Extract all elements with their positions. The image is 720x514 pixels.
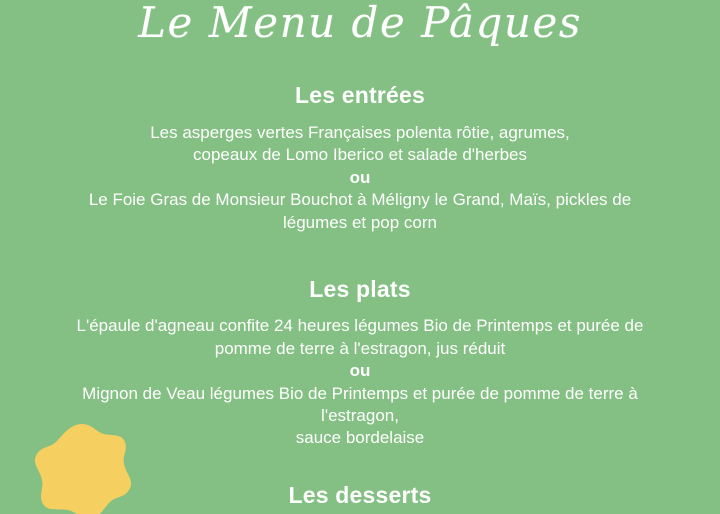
plats-option-one-line-2: pomme de terre à l'estragon, jus réduit xyxy=(214,338,506,358)
section-heading-entrees: Les entrées xyxy=(294,82,426,108)
plats-option-two-line-2: l'estragon, xyxy=(321,405,399,425)
entrees-option-two-line-2: légumes et pop corn xyxy=(282,212,438,232)
plats-option-two-line-1: Mignon de Veau légumes Bio de Printemps et purée de pomme de terre à xyxy=(82,383,638,403)
section-heading-plats: Les plats xyxy=(309,276,411,303)
section-heading-desserts: Les desserts xyxy=(288,481,432,508)
entrees-separator: ou xyxy=(349,167,371,187)
plats-option-one-line-1: L'épaule d'agneau confite 24 heures légumes Bio de Printemps et purée de xyxy=(76,316,644,336)
plats-option-two-line-3: sauce bordelaise xyxy=(295,428,425,448)
entrees-option-two-line-1: Le Foie Gras de Monsieur Bouchot à Méligny le Grand, Maïs, pickles de xyxy=(88,190,632,210)
plats-separator: ou xyxy=(349,361,371,381)
menu-section-plats xyxy=(0,276,720,450)
menu-section-desserts xyxy=(0,482,720,509)
page-title: Le Menu de Pâques xyxy=(138,0,582,47)
entrees-option-one-line-1: Les asperges vertes Françaises polenta rôtie, agrumes, xyxy=(150,123,570,142)
entrees-option-one-line-2: copeaux de Lomo Iberico et salade d'herbes xyxy=(192,145,528,165)
menu-section-entrees xyxy=(0,82,720,234)
